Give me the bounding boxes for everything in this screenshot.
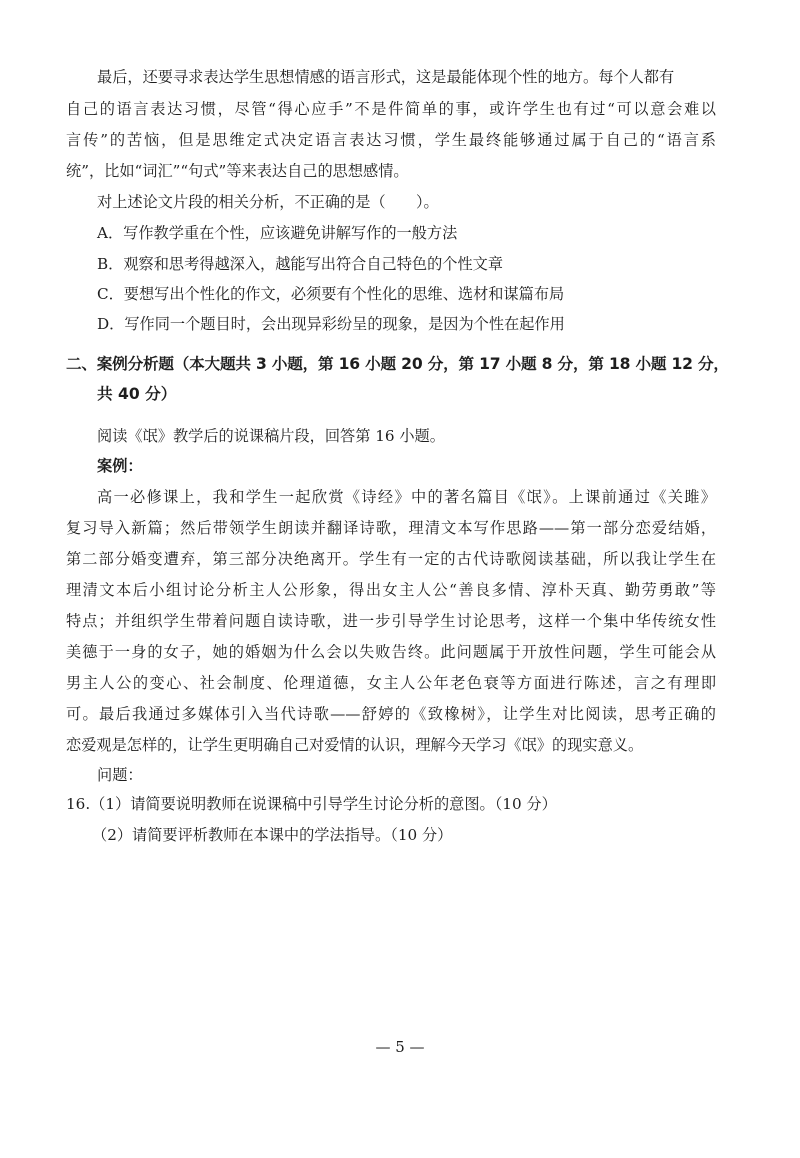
case-line-6: 美德于一身的女子，她的婚姻为什么会以失败告终。此问题属于开放性问题，学生可能会从: [66, 643, 716, 661]
question-16-part-2: （2）请简要评析教师在本课中的学法指导。（10 分）: [92, 826, 453, 844]
case-line-8: 可。最后我通过多媒体引入当代诗歌——舒婷的《致橡树》，让学生对比阅读，思考正确的: [66, 705, 716, 723]
case-intro: 阅读《氓》教学后的说课稿片段，回答第 16 小题。: [97, 427, 445, 445]
case-line-4: 理清文本后小组讨论分析主人公形象，得出女主人公“善良多情、淳朴天真、勤劳勇敢”等: [66, 581, 716, 599]
page-number: — 5 —: [375, 1038, 425, 1056]
case-label: 案例：: [97, 457, 143, 475]
case-line-9: 恋爱观是怎样的，让学生更明确自己对爱情的认识，理解今天学习《氓》的现实意义。: [66, 736, 644, 754]
case-line-2: 复习导入新篇；然后带领学生朗读并翻译诗歌，理清文本写作思路——第一部分恋爱结婚，: [66, 519, 716, 537]
passage-line-4: 统”，比如“词汇”“句式”等来表达自己的思想感情。: [66, 162, 409, 180]
option-c: C．要想写出个性化的作文，必须要有个性化的思维、选材和谋篇布局: [97, 285, 565, 303]
section-2-title-line-1: 二、案例分析题（本大题共 3 小题，第 16 小题 20 分，第 17 小题 8 分，第 18 小题 12 分，: [66, 355, 729, 373]
questions-label: 问题：: [97, 766, 143, 784]
option-d: D．写作同一个题目时，会出现异彩纷呈的现象，是因为个性在起作用: [97, 315, 565, 333]
passage-line-1: 最后，还要寻求表达学生思想情感的语言形式，这是最能体现个性的地方。每个人都有: [97, 68, 675, 86]
case-line-5: 特点；并组织学生带着问题自读诗歌，进一步引导学生讨论思考，这样一个集中华传统女性: [66, 612, 716, 630]
passage-line-3: 言传”的苦恼，但是思维定式决定语言表达习惯，学生最终能够通过属于自己的“语言系: [66, 131, 716, 149]
option-b: B．观察和思考得越深入，越能写出符合自己特色的个性文章: [97, 255, 504, 273]
question-16-part-1: 16.（1）请简要说明教师在说课稿中引导学生讨论分析的意图。（10 分）: [66, 795, 557, 813]
question-15-stem: 对上述论文片段的相关分析，不正确的是（ ）。: [97, 193, 439, 211]
section-2-title-line-2: 共 40 分）: [97, 385, 177, 403]
case-line-1: 高一必修课上，我和学生一起欣赏《诗经》中的著名篇目《氓》。上课前通过《关雎》: [97, 488, 716, 506]
case-line-3: 第二部分婚变遭弃，第三部分决绝离开。学生有一定的古代诗歌阅读基础，所以我让学生在: [66, 550, 716, 568]
passage-line-2: 自己的语言表达习惯，尽管“得心应手”不是件简单的事，或许学生也有过“可以意会难以: [66, 100, 716, 118]
option-a: A．写作教学重在个性，应该避免讲解写作的一般方法: [97, 224, 458, 242]
case-line-7: 男主人公的变心、社会制度、伦理道德，女主人公年老色衰等方面进行陈述，言之有理即: [66, 674, 716, 692]
